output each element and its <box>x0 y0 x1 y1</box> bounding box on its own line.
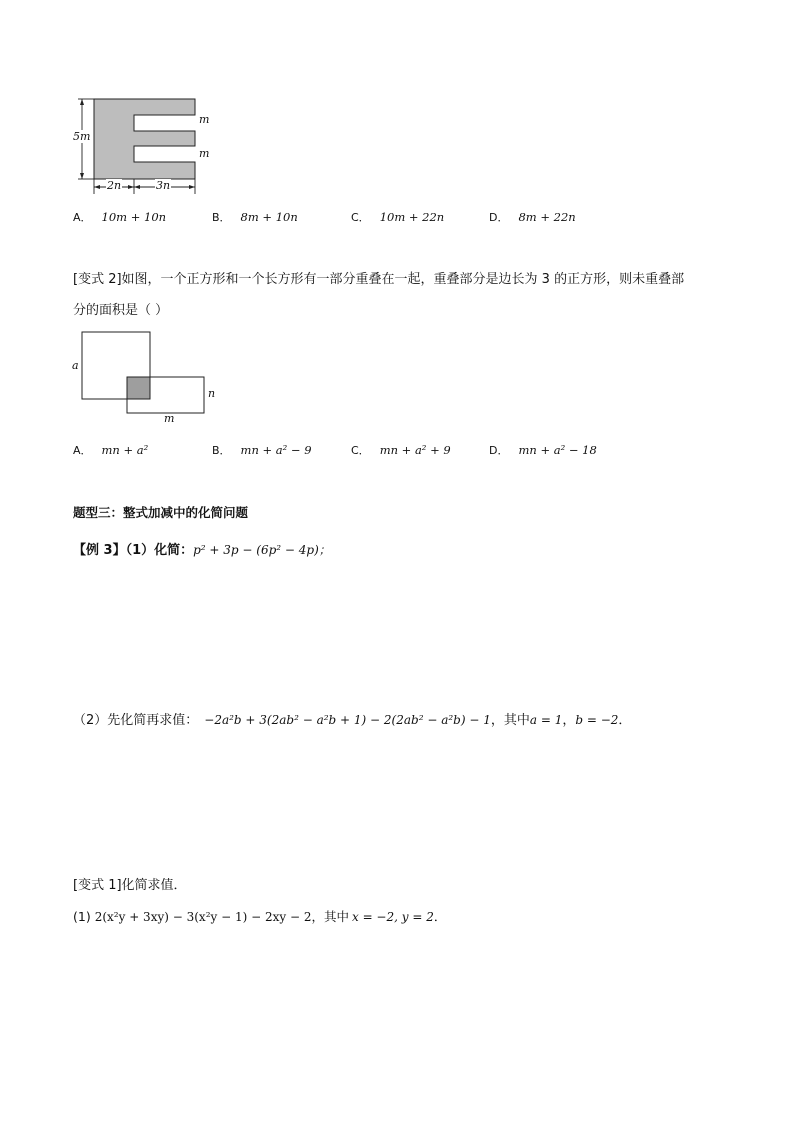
q2-choice-d[interactable]: D． mn + a² − 18 <box>489 443 597 457</box>
cond-a: a = 1 <box>529 713 563 727</box>
q2-choice-b[interactable]: B． mn + a² − 9 <box>212 443 312 457</box>
label-a: a <box>72 359 79 372</box>
label-m: m <box>164 412 175 425</box>
label-5m: 5m <box>73 130 91 143</box>
variant1-title: [变式 1]化简求值． <box>73 878 187 893</box>
overlap-region <box>127 377 150 399</box>
q1-choice-a[interactable]: A． 10m + 10n <box>73 210 167 224</box>
part2-expr: −2a²b + 3(2ab² − a²b + 1) − 2(2ab² − a²b) − 1 <box>204 713 491 727</box>
variant1-question: (1) 2(x²y + 3xy) − 3(x²y − 1) − 2xy − 2，其中 x = −2, y = 2． <box>73 909 447 924</box>
label-3n: 3n <box>156 179 171 192</box>
q1-choice-b[interactable]: B． 8m + 10n <box>212 210 298 224</box>
variant2-question-line2: 分的面积是（ ） <box>73 303 169 318</box>
q1-choice-d[interactable]: D． 8m + 22n <box>489 210 576 224</box>
example3-label: 【例 3】（1）化简： <box>73 543 194 558</box>
label-2n: 2n <box>107 179 122 192</box>
label-m-bottom: m <box>199 147 210 160</box>
part2-label: （2）先化简再求值： <box>73 713 199 728</box>
variant2-question-line1: [变式 2]如图，一个正方形和一个长方形有一部分重叠在一起，重叠部分是边长为 3 的正方形，则未重叠部 <box>73 272 685 287</box>
q2-choice-a[interactable]: A． mn + a² <box>73 443 149 457</box>
figure-overlap <box>75 330 215 420</box>
e-shape-region <box>94 99 195 179</box>
cond-b: b = −2 <box>575 713 619 727</box>
label-m-top: m <box>199 113 210 126</box>
label-n: n <box>208 387 216 400</box>
section-title: 题型三：整式加减中的化简问题 <box>73 505 249 520</box>
variant1-expr: 2(x²y + 3xy) − 3(x²y − 1) − 2xy − 2 <box>94 910 312 924</box>
example3-expr: p² + 3p − (6p² − 4p)； <box>193 543 331 557</box>
variant1-condition: x = −2, y = 2 <box>351 910 434 924</box>
figure-e-shape <box>68 94 228 198</box>
q2-choice-c[interactable]: C． mn + a² + 9 <box>351 443 451 457</box>
example3-part1 <box>73 541 331 560</box>
q1-choice-c[interactable]: C． 10m + 22n <box>351 210 445 224</box>
example3-part2: （2）先化简再求值： −2a²b + 3(2ab² − a²b + 1) − 2(2ab² − a²b) − 1，其中a = 1，b = −2． <box>73 713 632 728</box>
